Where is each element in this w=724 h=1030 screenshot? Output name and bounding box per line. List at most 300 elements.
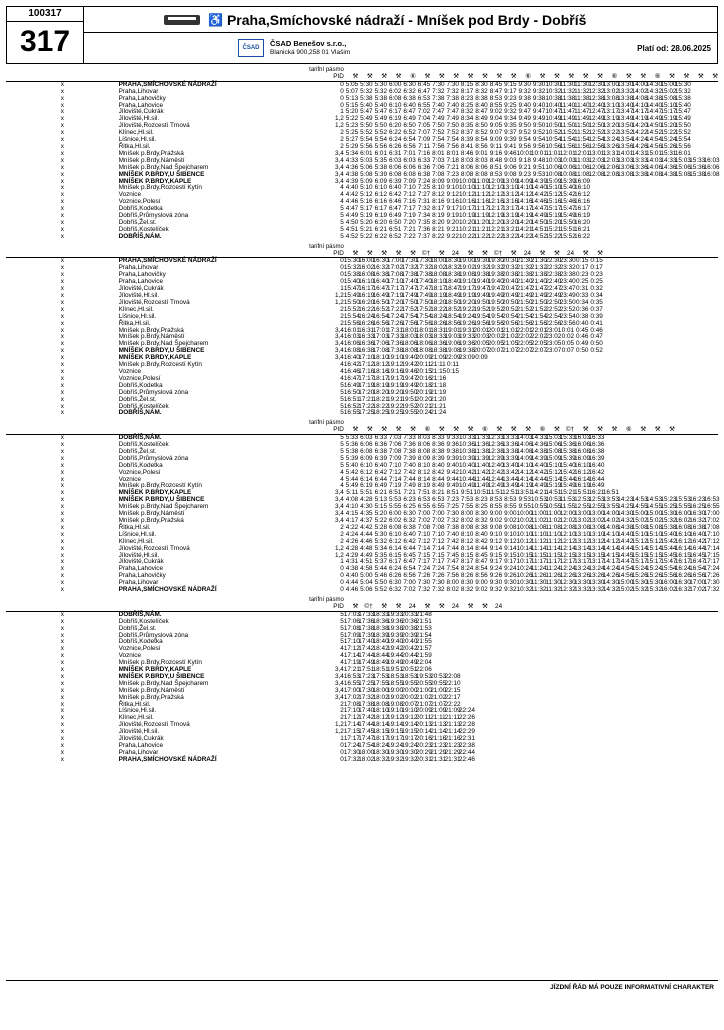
departure-time: 19:42 bbox=[401, 361, 418, 369]
departure-time: 19:36 bbox=[458, 340, 475, 348]
departure-time: 0:47 bbox=[590, 333, 603, 341]
departure-time bbox=[545, 376, 559, 383]
departure-time bbox=[675, 729, 689, 736]
departure-time bbox=[603, 227, 617, 234]
departure-time: 8:03 bbox=[460, 156, 474, 164]
departure-time: 11:51 bbox=[487, 489, 504, 497]
zone: 4 bbox=[340, 659, 344, 667]
departure-time: 21:54 bbox=[415, 631, 432, 639]
request-stop-mark: x bbox=[60, 631, 64, 639]
departure-time: 13:26 bbox=[574, 572, 591, 580]
departure-time: 18:40 bbox=[444, 278, 461, 286]
blank-cell bbox=[704, 597, 718, 604]
departure-time: 7:25 bbox=[446, 503, 459, 511]
departure-time: 7:16 bbox=[403, 198, 416, 206]
departure-time: 6:42 bbox=[388, 191, 402, 199]
departure-time bbox=[689, 258, 703, 265]
departure-time: 20:07 bbox=[473, 347, 490, 355]
departure-time bbox=[675, 715, 689, 722]
blank-cell bbox=[617, 244, 631, 251]
departure-time bbox=[617, 743, 631, 750]
departure-time: 21:29 bbox=[430, 748, 447, 756]
departure-time bbox=[445, 390, 459, 397]
departure-time: 9:09 bbox=[489, 136, 503, 144]
departure-time: 21:56 bbox=[516, 319, 533, 327]
departure-time bbox=[617, 626, 631, 633]
departure-time: 5:38 bbox=[374, 94, 388, 102]
service-symbol bbox=[675, 604, 689, 611]
departure-time: 21:02 bbox=[502, 333, 519, 341]
departure-time: 19:38 bbox=[473, 271, 490, 279]
departure-time: 7:34 bbox=[417, 212, 431, 220]
zone: 5 bbox=[340, 617, 344, 625]
departure-time bbox=[588, 702, 602, 709]
departure-time: 9:40 bbox=[518, 101, 531, 109]
departure-time bbox=[704, 103, 718, 110]
departure-time: 6:14 bbox=[388, 544, 402, 552]
departure-time: 9:32 bbox=[489, 586, 503, 594]
departure-time: 7:24 bbox=[417, 565, 431, 573]
departure-time: 4:51 bbox=[360, 558, 373, 566]
departure-time: 4:35 bbox=[360, 510, 373, 518]
departure-time: 7:17 bbox=[403, 205, 416, 213]
departure-time: 6:30 bbox=[403, 510, 416, 518]
departure-time bbox=[632, 660, 646, 667]
stop-name: Praha,Lahovičky bbox=[118, 271, 166, 279]
departure-time: 19:36 bbox=[387, 617, 404, 625]
departure-time bbox=[646, 206, 660, 213]
departure-time: 17:30 bbox=[358, 686, 375, 694]
departure-time: 6:19 bbox=[388, 115, 402, 123]
departure-time: 11:38 bbox=[559, 94, 576, 102]
departure-time bbox=[689, 483, 703, 490]
departure-time: 8:40 bbox=[432, 461, 445, 469]
departure-time bbox=[646, 293, 660, 300]
request-stop-mark: x bbox=[60, 652, 64, 660]
departure-time: 8:00 bbox=[460, 510, 474, 518]
departure-time bbox=[588, 410, 602, 417]
request-stop-mark: x bbox=[60, 326, 64, 334]
departure-time: 20:02 bbox=[487, 333, 504, 341]
departure-time: 20:07 bbox=[401, 700, 418, 708]
departure-time: 20:52 bbox=[502, 305, 519, 313]
departure-time: 15:17 bbox=[631, 558, 648, 566]
departure-time bbox=[502, 397, 516, 404]
departure-time: 15:38 bbox=[343, 271, 360, 279]
departure-time: 16:19 bbox=[574, 482, 591, 490]
departure-time: 6:21 bbox=[374, 225, 388, 233]
departure-time: 18:44 bbox=[372, 652, 389, 660]
departure-time: 19:47 bbox=[401, 374, 418, 382]
departure-time bbox=[603, 639, 617, 646]
departure-time bbox=[660, 376, 674, 383]
departure-time bbox=[531, 722, 545, 729]
departure-time bbox=[689, 272, 703, 279]
departure-time bbox=[445, 619, 459, 626]
departure-time: 4:36 bbox=[345, 163, 359, 171]
departure-time bbox=[531, 639, 545, 646]
departure-time bbox=[617, 483, 631, 490]
blank-cell bbox=[675, 420, 689, 427]
departure-time bbox=[704, 300, 718, 307]
request-stop-mark: x bbox=[60, 645, 64, 653]
departure-time: 15:45 bbox=[660, 551, 677, 559]
departure-time bbox=[646, 708, 660, 715]
departure-time bbox=[617, 213, 631, 220]
departure-time: 8:46 bbox=[460, 149, 474, 157]
zone: 3,4 bbox=[334, 503, 344, 511]
zone: 2 bbox=[340, 312, 344, 320]
departure-time: 8:08 bbox=[417, 447, 431, 455]
departure-time: 8:24 bbox=[460, 565, 474, 573]
stop-name: MNÍŠEK P.BRDY,KAPLE bbox=[118, 666, 192, 674]
departure-time bbox=[459, 362, 473, 369]
departure-time bbox=[617, 383, 631, 390]
departure-time bbox=[646, 449, 660, 456]
departure-time bbox=[704, 328, 718, 335]
service-symbol bbox=[689, 427, 703, 434]
service-symbol: ⚒ bbox=[416, 74, 430, 81]
departure-time: 20:54 bbox=[502, 312, 519, 320]
stop-name: Klínec,Hl.sil. bbox=[118, 537, 154, 545]
departure-time bbox=[617, 362, 631, 369]
departure-time bbox=[488, 362, 502, 369]
departure-time bbox=[545, 619, 559, 626]
zone: 3,4 bbox=[334, 149, 344, 157]
departure-time: 13:12 bbox=[574, 537, 591, 545]
departure-time: 18:51 bbox=[372, 666, 389, 674]
stop-name: Jílovišté,Hl.sil. bbox=[118, 115, 160, 123]
departure-time: 13:08 bbox=[617, 170, 634, 178]
departure-time: 0:41 bbox=[590, 319, 603, 327]
departure-time bbox=[603, 674, 617, 681]
stop-name: Jílovišté,Cukrák bbox=[118, 558, 164, 566]
departure-time bbox=[660, 736, 674, 743]
departure-time: 5:30 bbox=[360, 80, 373, 88]
departure-time: 12:52 bbox=[588, 129, 605, 137]
departure-time bbox=[675, 279, 689, 286]
departure-time: 6:53 bbox=[432, 496, 445, 504]
departure-time bbox=[617, 307, 631, 314]
departure-time bbox=[675, 633, 689, 640]
departure-time: 7:38 bbox=[446, 94, 459, 102]
departure-time bbox=[517, 715, 531, 722]
departure-time: 20:47 bbox=[502, 285, 519, 293]
departure-time bbox=[675, 293, 689, 300]
departure-time: 6:40 bbox=[403, 530, 416, 538]
departure-time bbox=[488, 729, 502, 736]
request-stop-mark: x bbox=[60, 748, 64, 756]
departure-time bbox=[488, 369, 502, 376]
departure-time bbox=[689, 227, 703, 234]
departure-time bbox=[560, 688, 574, 695]
departure-time bbox=[488, 702, 502, 709]
departure-time: 5:32 bbox=[360, 87, 373, 95]
departure-time: 20:53 bbox=[430, 672, 447, 680]
departure-time: 11:03 bbox=[574, 156, 590, 164]
departure-time: 21:11 bbox=[430, 714, 446, 722]
departure-time bbox=[660, 258, 674, 265]
departure-time bbox=[632, 729, 646, 736]
departure-time bbox=[617, 314, 631, 321]
departure-time: 10:20 bbox=[458, 218, 475, 226]
departure-time bbox=[459, 653, 473, 660]
departure-time bbox=[660, 743, 674, 750]
stop-name: Jílovišté,Hl.sil. bbox=[118, 292, 160, 299]
departure-time bbox=[632, 300, 646, 307]
departure-time bbox=[617, 653, 631, 660]
departure-time: 17:03 bbox=[372, 333, 389, 341]
departure-time: 0:52 bbox=[590, 347, 603, 355]
departure-time: 6:12 bbox=[360, 468, 373, 476]
stop-name: Mníšek p.Brdy,Rozcestí Kytín bbox=[118, 184, 202, 192]
departure-time: 14:47 bbox=[646, 108, 663, 116]
departure-time: 8:12 bbox=[460, 537, 474, 545]
departure-time: 13:55 bbox=[602, 503, 619, 511]
departure-time bbox=[488, 633, 502, 640]
request-stop-mark: x bbox=[60, 402, 64, 410]
service-symbol: ⚒ bbox=[459, 74, 473, 81]
departure-time bbox=[646, 688, 660, 695]
departure-time bbox=[660, 667, 674, 674]
departure-time: 13:36 bbox=[631, 163, 648, 171]
departure-time: 12:36 bbox=[487, 441, 504, 449]
departure-time bbox=[430, 626, 444, 633]
departure-time: 15:49 bbox=[559, 212, 576, 220]
departure-time: 4:49 bbox=[345, 212, 359, 220]
departure-time: 12:17 bbox=[559, 558, 576, 566]
departure-time bbox=[632, 258, 646, 265]
departure-time: 8:53 bbox=[489, 94, 503, 102]
departure-time bbox=[545, 702, 559, 709]
departure-time bbox=[517, 736, 531, 743]
departure-time bbox=[675, 404, 689, 411]
departure-time: 7:25 bbox=[417, 184, 431, 192]
departure-time: 6:54 bbox=[403, 136, 416, 144]
departure-time: 13:02 bbox=[588, 517, 605, 524]
departure-time bbox=[660, 272, 674, 279]
departure-time: 9:32 bbox=[532, 87, 546, 95]
departure-time bbox=[704, 130, 718, 137]
departure-time: 14:36 bbox=[660, 163, 677, 171]
departure-time bbox=[660, 633, 674, 640]
departure-time: 8:09 bbox=[417, 454, 431, 462]
departure-time: 19:15 bbox=[401, 728, 418, 736]
service-symbol: ⚒ bbox=[344, 251, 358, 258]
departure-time bbox=[646, 376, 660, 383]
departure-time bbox=[660, 470, 674, 477]
departure-time: 8:45 bbox=[489, 80, 503, 88]
departure-time: 20:33 bbox=[401, 610, 418, 618]
departure-time: 22:46 bbox=[458, 755, 475, 763]
departure-time bbox=[531, 688, 545, 695]
departure-time: 8:08 bbox=[475, 170, 488, 178]
request-stop-mark: x bbox=[60, 454, 64, 462]
departure-time: 16:26 bbox=[674, 572, 691, 580]
departure-time: 13:00 bbox=[574, 510, 591, 518]
departure-time: 7:19 bbox=[388, 482, 402, 490]
departure-time: 15:08 bbox=[631, 523, 648, 531]
departure-time bbox=[488, 660, 502, 667]
departure-time: 9:47 bbox=[532, 108, 546, 116]
departure-time: 21:40 bbox=[530, 278, 547, 286]
departure-time bbox=[560, 729, 574, 736]
departure-time: 10:53 bbox=[530, 496, 547, 504]
departure-time: 20:21 bbox=[415, 402, 432, 410]
departure-time bbox=[617, 674, 631, 681]
departure-time bbox=[502, 404, 516, 411]
departure-time bbox=[632, 265, 646, 272]
departure-time: 15:03 bbox=[545, 434, 562, 442]
departure-time: 14:30 bbox=[602, 579, 619, 587]
departure-time bbox=[646, 667, 660, 674]
request-stop-mark: x bbox=[60, 305, 64, 313]
departure-time: 7:47 bbox=[432, 108, 445, 116]
departure-time bbox=[574, 695, 588, 702]
departure-time: 19:02 bbox=[458, 264, 475, 272]
departure-time: 10:52 bbox=[545, 129, 562, 137]
departure-time: 18:10 bbox=[372, 354, 389, 362]
blank-cell bbox=[646, 244, 660, 251]
departure-time: 11:14 bbox=[545, 544, 561, 552]
departure-time: 0:17 bbox=[590, 264, 603, 272]
departure-time: 8:30 bbox=[475, 80, 488, 88]
departure-time: 12:56 bbox=[588, 142, 605, 150]
departure-time: 10:15 bbox=[516, 551, 533, 559]
departure-time: 17:24 bbox=[387, 312, 404, 320]
zone: 0 bbox=[340, 94, 344, 102]
departure-time: 19:12 bbox=[387, 714, 404, 722]
departure-time: 6:32 bbox=[403, 517, 416, 524]
departure-time bbox=[689, 213, 703, 220]
departure-time: 5:49 bbox=[345, 482, 359, 490]
departure-time: 12:53 bbox=[574, 496, 591, 504]
departure-time bbox=[603, 722, 617, 729]
service-symbol: ⚒ bbox=[344, 427, 358, 434]
departure-time: 23:32 bbox=[559, 264, 576, 272]
departure-time: 20:18 bbox=[415, 381, 432, 389]
departure-time: 18:38 bbox=[444, 271, 461, 279]
stop-name: Dobříš,Kodetka bbox=[118, 461, 163, 469]
departure-time: 17:38 bbox=[401, 271, 418, 279]
departure-time: 13:30 bbox=[588, 579, 605, 587]
departure-time: 15:19 bbox=[660, 115, 677, 123]
departure-time: 18:36 bbox=[430, 340, 447, 348]
departure-time bbox=[588, 639, 602, 646]
departure-time: 12:32 bbox=[588, 87, 605, 95]
departure-time: 12:02 bbox=[559, 517, 576, 524]
departure-time: 14:44 bbox=[617, 544, 634, 552]
departure-time: 15:30 bbox=[343, 257, 360, 265]
blank-cell bbox=[689, 244, 703, 251]
departure-time: 17:53 bbox=[372, 672, 389, 680]
departure-time: 10:26 bbox=[516, 572, 533, 580]
stop-name: Praha,Lahovice bbox=[118, 278, 164, 286]
departure-time: 7:12 bbox=[432, 537, 445, 545]
departure-time: 15:15 bbox=[646, 551, 663, 559]
departure-time: 16:21 bbox=[588, 489, 605, 497]
departure-time bbox=[603, 192, 617, 199]
departure-time bbox=[632, 192, 646, 199]
departure-time bbox=[675, 456, 689, 463]
departure-time bbox=[545, 369, 559, 376]
zone: 0 bbox=[340, 742, 344, 749]
departure-time bbox=[560, 633, 574, 640]
departure-time bbox=[660, 397, 674, 404]
zone: 2 bbox=[340, 537, 344, 545]
departure-time: 8:47 bbox=[489, 87, 503, 95]
departure-time: 15:06 bbox=[545, 441, 562, 449]
departure-time bbox=[502, 674, 516, 681]
departure-time: 20:50 bbox=[502, 298, 519, 306]
request-stop-mark: x bbox=[60, 742, 64, 749]
departure-time: 16:38 bbox=[689, 523, 706, 531]
departure-time bbox=[660, 355, 674, 362]
departure-time: 19:16 bbox=[387, 367, 404, 375]
departure-time: 12:51 bbox=[502, 489, 519, 497]
departure-time: 9:08 bbox=[489, 523, 503, 531]
departure-time: 17:19 bbox=[343, 659, 360, 667]
service-symbol: ⚒ bbox=[445, 74, 459, 81]
departure-time: 13:20 bbox=[502, 218, 519, 226]
departure-time bbox=[545, 362, 559, 369]
departure-time bbox=[603, 410, 617, 417]
departure-time bbox=[502, 619, 516, 626]
departure-time: 14:16 bbox=[516, 198, 533, 206]
departure-time: 16:08 bbox=[358, 271, 375, 279]
departure-time bbox=[704, 410, 718, 417]
departure-time bbox=[560, 376, 574, 383]
departure-time bbox=[675, 639, 689, 646]
departure-time: 14:49 bbox=[646, 115, 663, 123]
zone: 3,4 bbox=[334, 340, 344, 348]
departure-time: 7:53 bbox=[460, 496, 474, 504]
departure-time bbox=[473, 681, 487, 688]
request-stop-mark: x bbox=[60, 721, 64, 729]
departure-time: 17:40 bbox=[415, 278, 432, 286]
departure-time: 16:00 bbox=[358, 257, 375, 265]
departure-time: 9:51 bbox=[460, 489, 474, 497]
departure-time: 18:17 bbox=[430, 285, 447, 293]
departure-time: 13:49 bbox=[502, 482, 519, 490]
departure-time: 18:02 bbox=[372, 693, 389, 701]
departure-time: 21:47 bbox=[516, 285, 533, 293]
departure-time: 11:49 bbox=[574, 115, 590, 123]
request-stop-mark: x bbox=[60, 319, 64, 327]
departure-time: 13:15 bbox=[588, 551, 605, 559]
departure-time: 15:30 bbox=[660, 510, 677, 518]
departure-time bbox=[646, 736, 660, 743]
request-stop-mark: x bbox=[60, 347, 64, 355]
departure-time bbox=[560, 667, 574, 674]
departure-time: 15:12 bbox=[631, 537, 648, 545]
service-symbol: ⚒ bbox=[473, 251, 487, 258]
blank-cell bbox=[660, 597, 674, 604]
departure-time bbox=[574, 653, 588, 660]
departure-time: 10:40 bbox=[545, 101, 562, 109]
departure-time: 9:51 bbox=[532, 163, 546, 171]
departure-time: 15:44 bbox=[660, 544, 677, 552]
departure-time: 11:40 bbox=[559, 101, 576, 109]
departure-time bbox=[445, 633, 459, 640]
departure-time: 13:38 bbox=[502, 447, 519, 455]
blank-cell bbox=[646, 597, 660, 604]
departure-time: 15:52 bbox=[343, 305, 360, 313]
departure-time: 9:11 bbox=[490, 142, 503, 150]
departure-time: 20:38 bbox=[502, 271, 519, 279]
departure-time bbox=[588, 355, 602, 362]
departure-time: 17:10 bbox=[358, 354, 375, 362]
